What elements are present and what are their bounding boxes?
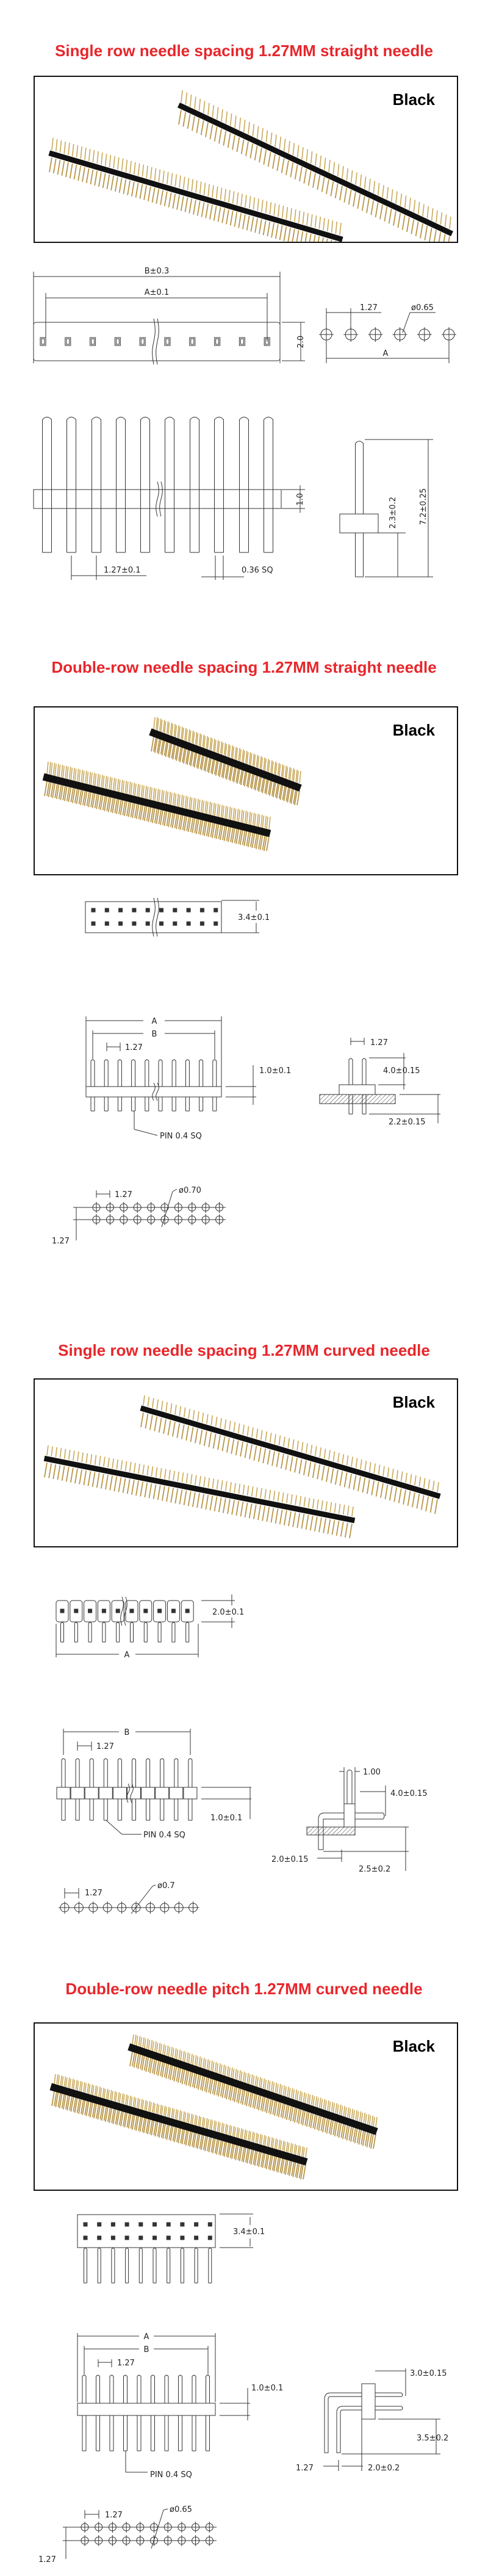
pin <box>199 1060 203 1111</box>
pin <box>84 2248 87 2283</box>
pin-square <box>187 922 190 925</box>
pin-square <box>160 922 163 925</box>
dimension-line <box>106 1820 122 1834</box>
dimension-label: 7.2±0.25 <box>419 488 428 526</box>
pin <box>159 1060 162 1111</box>
dimension-label: 1.0 <box>296 493 305 506</box>
pin <box>91 1060 95 1111</box>
pin-square <box>200 922 204 925</box>
pin-square <box>181 2223 184 2226</box>
dimension-label: 2.5±0.2 <box>359 1865 391 1874</box>
pin-square <box>130 1609 134 1613</box>
pin-square <box>153 2236 157 2240</box>
header-body <box>344 1804 355 1827</box>
section-title-single-curved: Single row needle spacing 1.27MM curved needle <box>58 1341 430 1359</box>
pin-cell <box>85 1787 98 1799</box>
dimension-label: 1.27 <box>125 1043 143 1052</box>
pin-square <box>158 1609 162 1613</box>
dimension-label: 2.2±0.15 <box>389 1118 426 1127</box>
pin <box>167 2248 170 2283</box>
pin-square <box>216 339 219 344</box>
dimension-line <box>163 2509 168 2510</box>
pin <box>144 1623 147 1642</box>
pin-square <box>88 1609 92 1613</box>
pin <box>61 1623 64 1642</box>
dimension-label: 3.5±0.2 <box>417 2434 449 2443</box>
pin <box>165 417 174 552</box>
break-mark <box>152 898 156 936</box>
dimension-label: 1.00 <box>363 1768 381 1777</box>
pin <box>88 1623 92 1642</box>
bent-pin <box>337 2406 362 2453</box>
pin <box>139 2248 142 2283</box>
break-mark <box>156 319 159 364</box>
pin <box>185 1060 189 1111</box>
pin <box>213 1060 217 1111</box>
dimension-label: A±0.1 <box>144 288 170 297</box>
pin-square <box>160 908 163 912</box>
pin <box>264 417 273 552</box>
pin <box>186 1623 189 1642</box>
pin <box>132 1060 135 1111</box>
dimension-label: 1.27±0.1 <box>104 566 141 575</box>
pin <box>356 441 364 577</box>
pin <box>74 1623 77 1642</box>
pin-square <box>119 922 123 925</box>
pin-square <box>84 2223 87 2226</box>
pin-square <box>146 908 149 912</box>
pin-cell <box>99 1787 112 1799</box>
pin-square <box>102 1609 106 1613</box>
pin <box>67 417 76 552</box>
dimension-label: A <box>382 349 389 358</box>
bent-pin <box>355 1813 384 1819</box>
dimension-label: 2.0±0.2 <box>368 2464 400 2473</box>
pin <box>141 417 150 552</box>
section-title-single-straight: Single row needle spacing 1.27MM straight needle <box>55 42 433 60</box>
pin <box>195 2248 198 2283</box>
pin <box>215 417 224 552</box>
dimension-label: 1.27 <box>105 2511 123 2520</box>
pin-cell <box>71 1787 84 1799</box>
dimension-line <box>173 1189 177 1192</box>
pin <box>172 1060 176 1111</box>
pin-square <box>125 2223 129 2226</box>
pin <box>190 417 199 552</box>
pin-square <box>111 2223 115 2226</box>
pin-square <box>41 339 45 344</box>
pin <box>240 417 249 552</box>
pin-square <box>74 1609 78 1613</box>
dimension-label: 1.0±0.1 <box>259 1066 292 1076</box>
pin-square <box>139 2223 143 2226</box>
dimension-label: 1.27 <box>96 1742 114 1751</box>
pin-square <box>214 922 218 925</box>
pin-square <box>167 2223 170 2226</box>
section-title-double-straight: Double-row needle spacing 1.27MM straight needle <box>51 658 437 676</box>
pin-square <box>66 339 70 344</box>
pin-cell <box>142 1787 155 1799</box>
section-title-double-curved: Double-row needle pitch 1.27MM curved needle <box>65 1980 423 1998</box>
pcb-board <box>307 1827 355 1835</box>
dimension-label: 3.4±0.1 <box>238 913 270 922</box>
dimension-line <box>151 2510 163 2549</box>
pin-square <box>139 2236 143 2240</box>
dimension-label: PIN 0.4 SQ <box>160 1132 202 1141</box>
color-label: Black <box>392 2037 435 2055</box>
dimension-label: PIN 0.4 SQ <box>150 2470 192 2480</box>
pin-square <box>84 2236 87 2240</box>
pin <box>102 1623 106 1642</box>
pin-square <box>208 2236 212 2240</box>
pin-square <box>166 339 169 344</box>
dimension-label: 1.27 <box>38 2555 56 2564</box>
color-label: Black <box>392 1393 435 1411</box>
pin <box>98 2248 101 2283</box>
pin <box>92 417 101 552</box>
pin-cell <box>156 1787 169 1799</box>
pin-square <box>181 2236 184 2240</box>
pin-square <box>185 1609 189 1613</box>
pin-square <box>105 908 109 912</box>
pin-square <box>111 2236 115 2240</box>
dimension-label: ø0.70 <box>179 1186 201 1195</box>
pin-square <box>195 2236 198 2240</box>
pin-square <box>195 2223 198 2226</box>
pin-square <box>105 922 109 925</box>
pin-square <box>187 908 190 912</box>
pin-square <box>132 922 136 925</box>
pin-square <box>214 908 218 912</box>
dimension-label: 1.0±0.1 <box>210 1814 243 1823</box>
dimension-label: 1.27 <box>296 2464 314 2473</box>
dimension-line <box>152 1885 156 1886</box>
dimension-label: 1.27 <box>115 1190 132 1199</box>
dimension-label: 3.0±0.15 <box>410 2369 447 2378</box>
pin <box>104 1060 108 1111</box>
pin <box>117 417 126 552</box>
dimension-line <box>134 1129 157 1135</box>
pin <box>43 417 52 552</box>
pin <box>131 1623 134 1642</box>
pin-cell <box>184 1787 197 1799</box>
bent-pin <box>375 2406 403 2410</box>
dimension-label: B <box>124 1728 130 1737</box>
dimension-label: B <box>151 1030 157 1039</box>
dimension-label: PIN 0.4 SQ <box>143 1831 185 1840</box>
pin-square <box>141 339 144 344</box>
pin <box>153 2248 156 2283</box>
color-label: Black <box>392 90 435 109</box>
header-body <box>340 514 378 533</box>
pin <box>347 1770 352 1804</box>
pin-square <box>173 908 177 912</box>
header-body <box>339 1085 375 1094</box>
pin-square <box>119 908 123 912</box>
dimension-label: 1.27 <box>85 1889 102 1898</box>
pin <box>145 1060 149 1111</box>
dimension-line <box>403 313 410 333</box>
pin <box>172 1623 175 1642</box>
dimension-label: 4.0±0.15 <box>390 1789 428 1798</box>
header-body <box>77 2403 215 2415</box>
dimension-label: 1.27 <box>52 1237 70 1246</box>
dimension-label: ø0.65 <box>411 303 434 313</box>
dimension-label: 2.0 <box>296 335 306 349</box>
header-body <box>77 2215 215 2248</box>
bent-pin <box>375 2393 403 2397</box>
pin <box>181 2248 184 2283</box>
pin-cell <box>57 1787 70 1799</box>
dimension-label: 1.27 <box>370 1038 388 1047</box>
dimension-line <box>162 1192 173 1227</box>
break-mark <box>156 898 159 936</box>
dimension-label: 2.0±0.15 <box>271 1855 309 1864</box>
pin-square <box>98 2223 101 2226</box>
pin <box>112 2248 115 2283</box>
dimension-label: 2.3±0.2 <box>389 496 398 529</box>
pin <box>158 1623 161 1642</box>
pin-square <box>132 908 136 912</box>
pin-square <box>146 922 149 925</box>
pin-square <box>125 2236 129 2240</box>
pin-cell <box>113 1787 126 1799</box>
pin-square <box>171 1609 175 1613</box>
pin-square <box>92 922 95 925</box>
dimension-label: 2.0±0.1 <box>212 1608 245 1617</box>
pin-square <box>240 339 243 344</box>
pin-square <box>200 908 204 912</box>
pin-square <box>208 2223 212 2226</box>
pin-square <box>153 2223 157 2226</box>
dimension-label: 0.36 SQ <box>242 566 273 575</box>
pin-square <box>116 339 119 344</box>
color-label: Black <box>392 721 435 739</box>
dimension-label: 1.0±0.1 <box>251 2384 284 2393</box>
pin <box>126 2248 129 2283</box>
header-body <box>362 2384 375 2419</box>
pin-square <box>191 339 194 344</box>
dimension-label: ø0.65 <box>170 2505 192 2514</box>
dimension-label: 4.0±0.15 <box>383 1066 420 1076</box>
dimension-label: A <box>151 1017 157 1026</box>
dimension-line <box>131 1886 152 1914</box>
dimension-label: 1.27 <box>117 2359 135 2368</box>
pin-square <box>98 2236 101 2240</box>
dimension-label: A <box>143 2332 149 2342</box>
pin-square <box>92 339 95 344</box>
break-mark <box>152 319 156 364</box>
pin-square <box>167 2236 170 2240</box>
pin <box>209 2248 212 2283</box>
pcb-board <box>320 1094 395 1104</box>
pin-cell <box>170 1787 183 1799</box>
pin <box>117 1623 120 1642</box>
pin-square <box>116 1609 120 1613</box>
dimension-label: B <box>143 2345 149 2354</box>
dimension-label: B±0.3 <box>144 267 170 276</box>
dimension-label: 3.4±0.1 <box>233 2227 265 2237</box>
pin-square <box>144 1609 148 1613</box>
pin-square <box>173 922 177 925</box>
bent-pin <box>325 2393 362 2453</box>
pin-square <box>60 1609 64 1613</box>
pin-square <box>92 908 95 912</box>
dimension-label: A <box>124 1651 130 1660</box>
dimension-label: ø0.7 <box>157 1881 175 1890</box>
pin <box>118 1060 121 1111</box>
dimension-label: 1.27 <box>360 303 378 313</box>
